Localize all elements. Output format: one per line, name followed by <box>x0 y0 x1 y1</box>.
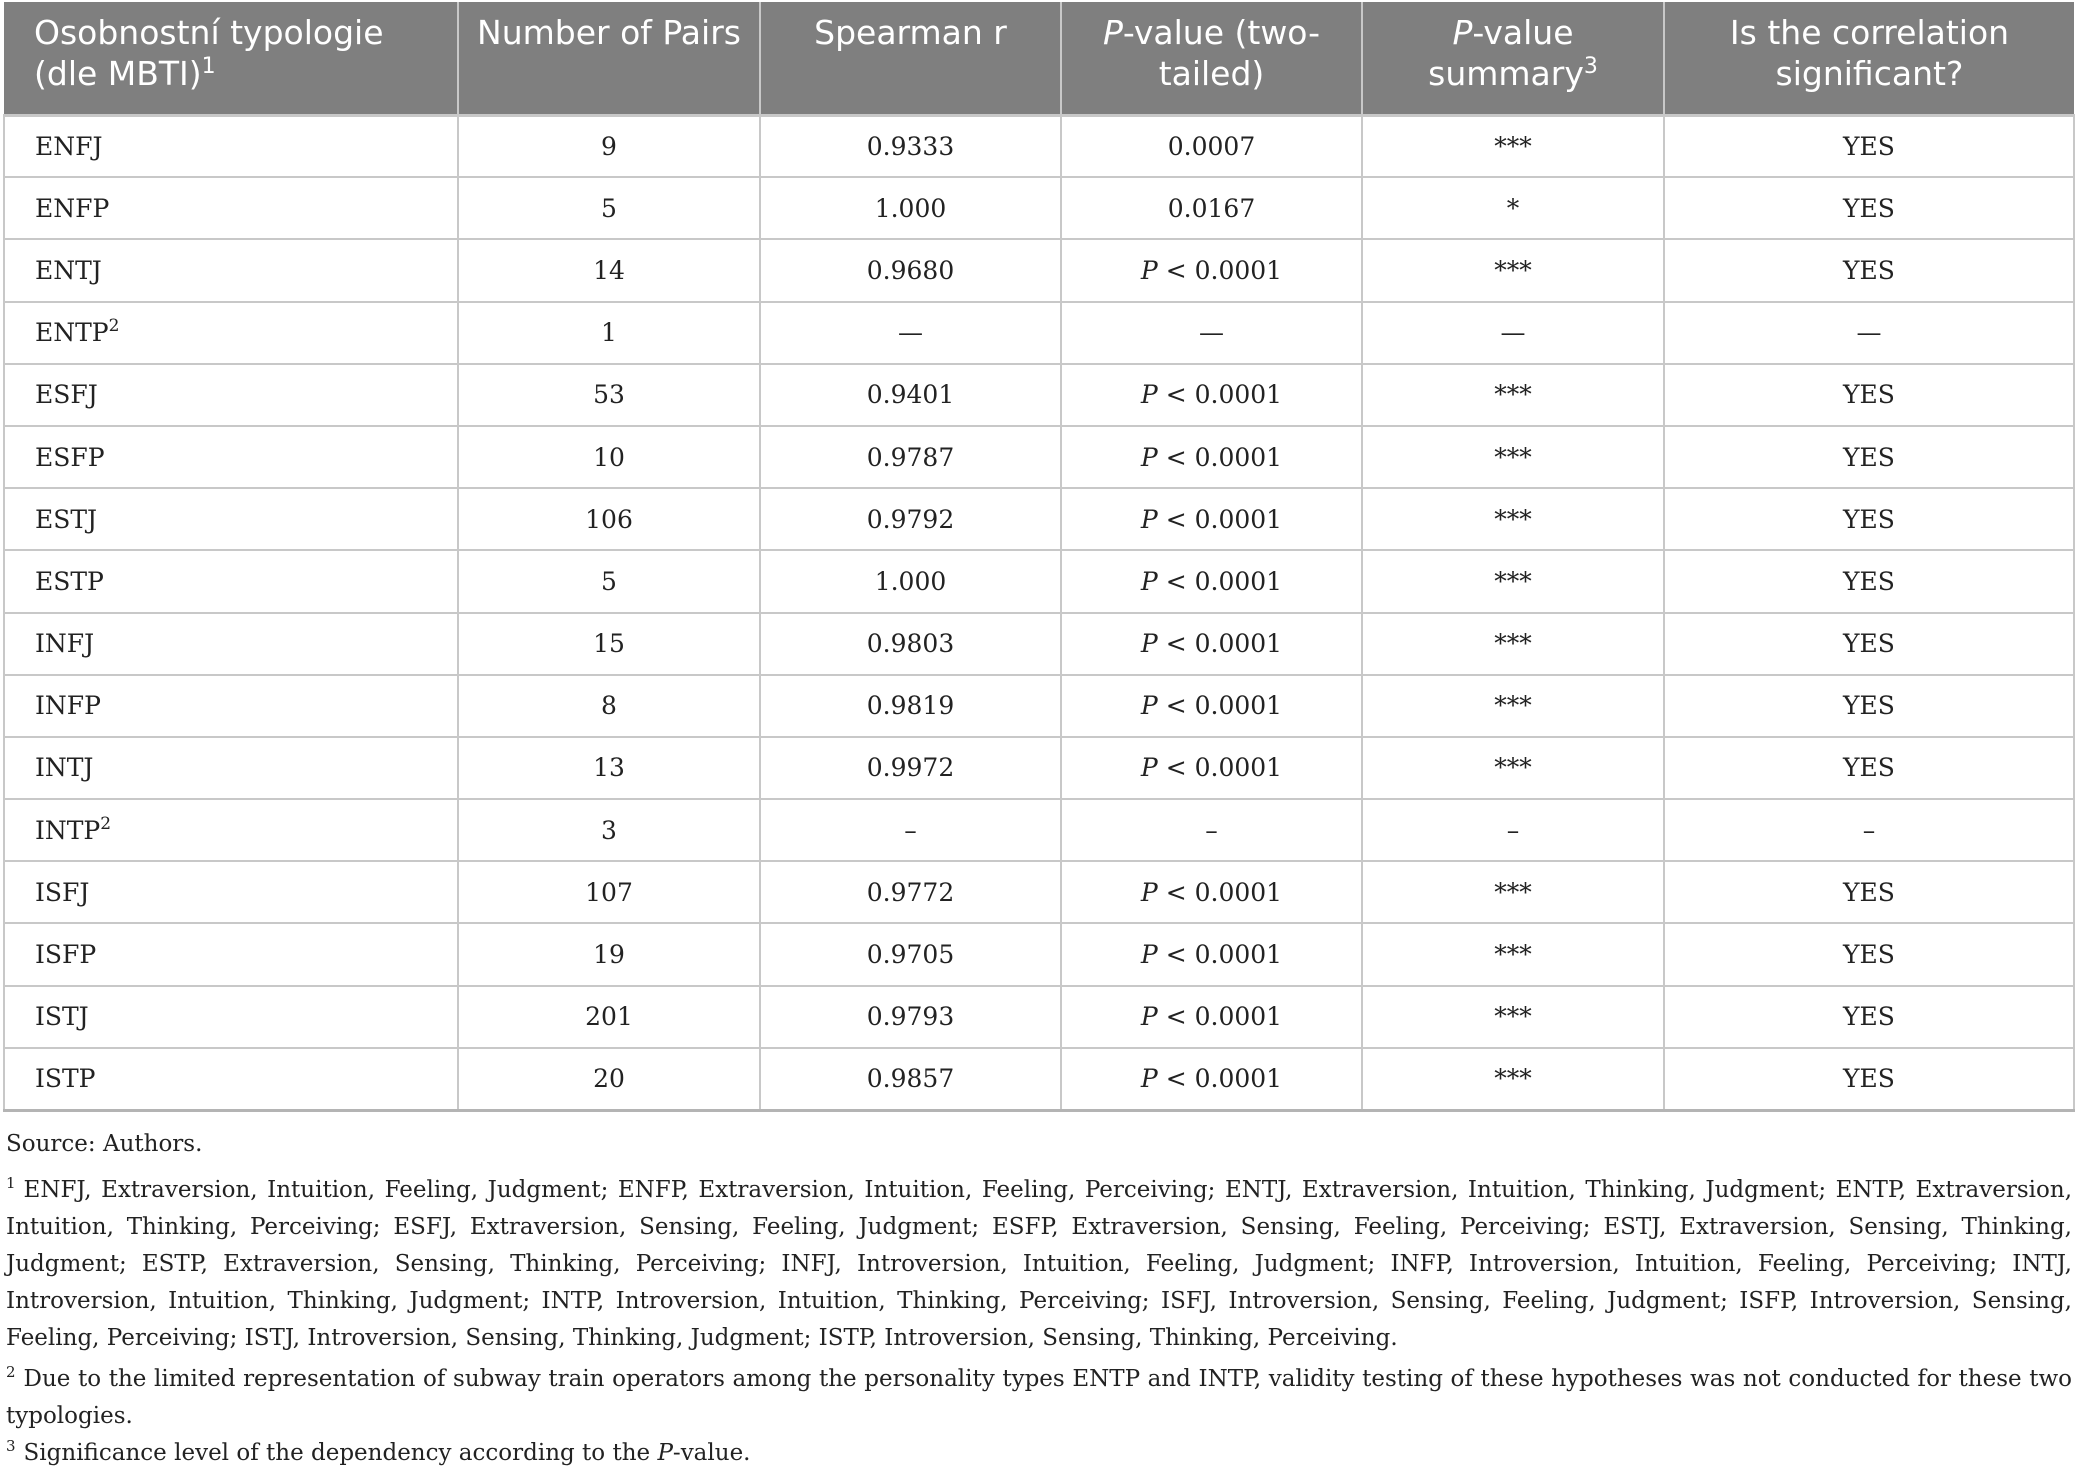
table-row <box>4 737 2074 799</box>
cell-p-value: P < 0.0001 <box>1061 861 1362 923</box>
cell-typology: ENFJ <box>4 115 458 177</box>
cell-typology: ENTJ <box>4 239 458 301</box>
cell-spearman-r: — <box>760 302 1061 364</box>
cell-spearman-r: 0.9792 <box>760 488 1061 550</box>
cell-significant: YES <box>1664 177 2074 239</box>
cell-number-of-pairs: 15 <box>458 613 760 675</box>
cell-spearman-r: – <box>760 799 1061 861</box>
table-row <box>4 302 2074 364</box>
footnote-ref-1: 1 <box>201 54 216 79</box>
cell-p-value: P < 0.0001 <box>1061 675 1362 737</box>
cell-p-value-summary: *** <box>1362 488 1664 550</box>
cell-p-value: P < 0.0001 <box>1061 239 1362 301</box>
cell-spearman-r: 0.9972 <box>760 737 1061 799</box>
cell-typology: ENTP$^2$ <box>4 302 458 364</box>
cell-significant: — <box>1664 302 2074 364</box>
cell-p-value-summary: * <box>1362 177 1664 239</box>
cell-p-value-summary: *** <box>1362 115 1664 177</box>
cell-p-value-summary: *** <box>1362 364 1664 426</box>
header-spearman-r: Spearman r <box>760 2 1061 115</box>
header-number-of-pairs: Number of Pairs <box>458 2 760 115</box>
cell-significant: YES <box>1664 1048 2074 1110</box>
cell-significant: YES <box>1664 986 2074 1048</box>
cell-p-value-summary: *** <box>1362 861 1664 923</box>
cell-typology: INFP <box>4 675 458 737</box>
footnote-1: $^1$ ENFJ, Extraversion, Intuition, Feeling, Judgment; ENFP, Extraversion, Intuition, Feeling, Perceiving; ENTJ, Extraversion, Intuition, Thinking, Judgment; ENTP, Extraversion, Intuition, Thinking, Perceiving; ESFJ, Extraversion, Sensing, Feeling, Judgment; ESFP, Extraversion, Sensing, Feeling, Perceiving; ESTJ, Extraversion, Sensing, Thinking, Judgment; ESTP, Extraversion, Sensing, Thinking, Perceiving; INFJ, Introversion, Intuition, Feeling, Judgment; INFP, Introversion, Intuition, Feeling, Perceiving; INTJ, Introversion, Intuition, Thinking, Judgment; INTP, Introversion, Intuition, Thinking, Perceiving; ISFJ, Introversion, Sensing, Feeling, Judgment; ISFP, Introversion, Sensing, Feeling, Perceiving; ISTJ, Introversion, Sensing, Thinking, Judgment; ISTP, Introversion, Sensing, Thinking, Perceiving. <box>6 1174 2072 1351</box>
cell-significant: YES <box>1664 426 2074 488</box>
cell-significant: YES <box>1664 923 2074 985</box>
cell-p-value: 0.0007 <box>1061 115 1362 177</box>
cell-p-value-summary: – <box>1362 799 1664 861</box>
footnote-2: $^2$ Due to the limited representation of subway train operators among the personality types ENTP and INTP, validity testing of these hypotheses was not conducted for these two typologies. <box>6 1363 2072 1429</box>
cell-significant: YES <box>1664 364 2074 426</box>
table-row <box>4 613 2074 675</box>
cell-p-value-summary: *** <box>1362 986 1664 1048</box>
table-body <box>4 115 2074 1110</box>
cell-number-of-pairs: 201 <box>458 986 760 1048</box>
cell-number-of-pairs: 19 <box>458 923 760 985</box>
cell-p-value: P < 0.0001 <box>1061 550 1362 612</box>
cell-number-of-pairs: 107 <box>458 861 760 923</box>
cell-p-value: – <box>1061 799 1362 861</box>
cell-p-value-summary: *** <box>1362 923 1664 985</box>
cell-number-of-pairs: 20 <box>458 1048 760 1110</box>
header-significant: Is the correlation significant? <box>1664 2 2074 115</box>
cell-p-value-summary: *** <box>1362 239 1664 301</box>
cell-number-of-pairs: 3 <box>458 799 760 861</box>
table-row <box>4 177 2074 239</box>
cell-typology: ENFP <box>4 177 458 239</box>
table-row <box>4 799 2074 861</box>
cell-number-of-pairs: 5 <box>458 177 760 239</box>
table-row <box>4 1048 2074 1110</box>
header-p-value: P-value (two-tailed) <box>1061 2 1362 115</box>
cell-p-value-summary: — <box>1362 302 1664 364</box>
table-row <box>4 986 2074 1048</box>
table-row <box>4 426 2074 488</box>
cell-spearman-r: 0.9401 <box>760 364 1061 426</box>
cell-p-value-summary: *** <box>1362 550 1664 612</box>
cell-p-value: P < 0.0001 <box>1061 488 1362 550</box>
cell-spearman-r: 0.9803 <box>760 613 1061 675</box>
footnote-ref-3: 3 <box>1583 54 1598 79</box>
cell-number-of-pairs: 9 <box>458 115 760 177</box>
cell-number-of-pairs: 53 <box>458 364 760 426</box>
cell-spearman-r: 0.9333 <box>760 115 1061 177</box>
table-row <box>4 239 2074 301</box>
table-footnotes <box>6 1126 2072 1472</box>
header-row <box>4 2 2074 115</box>
cell-p-value: P < 0.0001 <box>1061 1048 1362 1110</box>
table-row <box>4 364 2074 426</box>
correlation-table <box>3 2 2075 1112</box>
cell-p-value: P < 0.0001 <box>1061 364 1362 426</box>
cell-number-of-pairs: 13 <box>458 737 760 799</box>
cell-number-of-pairs: 10 <box>458 426 760 488</box>
cell-significant: YES <box>1664 115 2074 177</box>
source-note: Source: Authors. <box>6 1131 203 1157</box>
cell-p-value: P < 0.0001 <box>1061 737 1362 799</box>
footnote-ref-2: 2 <box>100 813 112 834</box>
table-row <box>4 861 2074 923</box>
cell-p-value: P < 0.0001 <box>1061 613 1362 675</box>
cell-spearman-r: 0.9680 <box>760 239 1061 301</box>
cell-number-of-pairs: 8 <box>458 675 760 737</box>
cell-p-value-summary: *** <box>1362 613 1664 675</box>
cell-significant: YES <box>1664 861 2074 923</box>
table-row <box>4 675 2074 737</box>
table-row <box>4 550 2074 612</box>
cell-spearman-r: 1.000 <box>760 177 1061 239</box>
cell-typology: ISTP <box>4 1048 458 1110</box>
cell-spearman-r: 0.9787 <box>760 426 1061 488</box>
cell-spearman-r: 1.000 <box>760 550 1061 612</box>
cell-typology: ESFP <box>4 426 458 488</box>
cell-significant: – <box>1664 799 2074 861</box>
footnote-ref-2: 2 <box>108 316 120 337</box>
cell-p-value-summary: *** <box>1362 1048 1664 1110</box>
cell-p-value: P < 0.0001 <box>1061 923 1362 985</box>
cell-p-value: P < 0.0001 <box>1061 426 1362 488</box>
cell-typology: ISFJ <box>4 861 458 923</box>
table-row <box>4 115 2074 177</box>
cell-typology: ESTJ <box>4 488 458 550</box>
cell-number-of-pairs: 5 <box>458 550 760 612</box>
table-header <box>4 2 2074 115</box>
cell-typology: INTJ <box>4 737 458 799</box>
cell-p-value-summary: *** <box>1362 675 1664 737</box>
cell-spearman-r: 0.9705 <box>760 923 1061 985</box>
cell-typology: ESTP <box>4 550 458 612</box>
cell-typology: ISTJ <box>4 986 458 1048</box>
cell-p-value: P < 0.0001 <box>1061 986 1362 1048</box>
cell-typology: ISFP <box>4 923 458 985</box>
cell-typology: INFJ <box>4 613 458 675</box>
cell-p-value-summary: *** <box>1362 737 1664 799</box>
cell-significant: YES <box>1664 737 2074 799</box>
cell-spearman-r: 0.9857 <box>760 1048 1061 1110</box>
cell-spearman-r: 0.9772 <box>760 861 1061 923</box>
table-row <box>4 488 2074 550</box>
cell-typology: ESFJ <box>4 364 458 426</box>
header-typology: Osobnostní typologie (dle MBTI)$^1$ <box>4 2 458 115</box>
cell-typology: INTP$^2$ <box>4 799 458 861</box>
cell-significant: YES <box>1664 613 2074 675</box>
cell-spearman-r: 0.9819 <box>760 675 1061 737</box>
cell-p-value: — <box>1061 302 1362 364</box>
cell-number-of-pairs: 14 <box>458 239 760 301</box>
cell-p-value-summary: *** <box>1362 426 1664 488</box>
table-row <box>4 923 2074 985</box>
cell-significant: YES <box>1664 550 2074 612</box>
cell-number-of-pairs: 1 <box>458 302 760 364</box>
cell-significant: YES <box>1664 239 2074 301</box>
cell-significant: YES <box>1664 675 2074 737</box>
cell-number-of-pairs: 106 <box>458 488 760 550</box>
footnote-3: $^3$ Significance level of the dependency according to the P-value. <box>6 1437 751 1466</box>
cell-spearman-r: 0.9793 <box>760 986 1061 1048</box>
header-p-value-summary: P-value summary$^3$ <box>1362 2 1664 115</box>
cell-significant: YES <box>1664 488 2074 550</box>
cell-p-value: 0.0167 <box>1061 177 1362 239</box>
